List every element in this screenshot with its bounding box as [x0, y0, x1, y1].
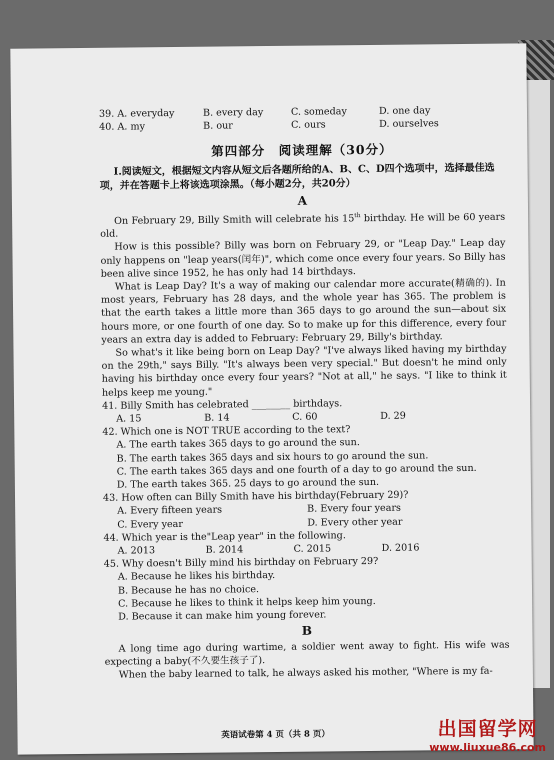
answer-option: C. The earth takes 365 days and one fourth of a day to go around the sun. [116, 462, 477, 478]
passage-paragraph: What is Leap Day? It's a way of making our calendar more accurate(精确的). In most years, February has 28 days, and the whole year has 365. The problem is that the earth takes a little more than 365 days to go around the sun—about six hours more, or one fourth of one day. So to make up for this difference, every four years an extra day is added to February: February 29, Billy's birthday. [100, 277, 507, 346]
question-stem: 44. Which year is the"Leap year" in the following. [103, 530, 346, 544]
passage-paragraph: On February 29, Billy Smith will celebrate his 15th birthday. He will be 60 years old. [100, 211, 506, 240]
answer-options [102, 435, 508, 492]
passage-b-letter: B [301, 623, 313, 638]
option-text: 40. A. my [99, 121, 146, 133]
option-text: B. every day [202, 107, 264, 119]
watermark-title: 出国留学网 [437, 718, 538, 740]
answer-option: D. The earth takes 365. 25 days to go around the sun. [116, 476, 380, 491]
answer-options [104, 567, 510, 624]
option-text: C. ours [291, 119, 326, 131]
passage-paragraph: How is this possible? Billy was born on February 29, or "Leap Day." Leap day only happens on "leap years(闰年)", which come once every four years. So Billy has been alive since 1952, he has only had 14 birthdays. [100, 237, 506, 280]
answer-option: D. 29 [380, 410, 406, 422]
question-stem: 43. How often can Billy Smith have his birthday(February 29)? [102, 489, 409, 505]
passage-a-letter: A [297, 193, 308, 208]
option-text: D. one day [378, 105, 431, 117]
page-footer: 英语试卷第 4 页（共 8 页） [221, 729, 330, 741]
passage-paragraph: When the baby learned to talk, he always asked his mother, "Where is my fa- [118, 665, 493, 681]
answer-option: D. 2016 [381, 542, 420, 554]
passage-b [105, 638, 510, 682]
section-title: 第四部分 阅读理解（30分） [211, 142, 393, 160]
previous-question-options [99, 104, 504, 135]
answer-option: A. Because he likes his birthday. [117, 570, 276, 584]
question-block [103, 527, 508, 558]
question-list [102, 395, 509, 624]
answer-option: C. Because he likes to think it helps keep him young. [118, 595, 376, 610]
section-instructions: Ⅰ.阅读短文，根据短文内容从短文后各题所给的A、B、C、D四个选项中，选择最佳选项，并在答题卡上将该选项涂黑。（每小题2分，共20分） [99, 162, 495, 192]
answer-option: B. 14 [204, 412, 230, 424]
answer-options [103, 501, 508, 532]
option-text: B. our [203, 120, 233, 132]
answer-option: B. The earth takes 365 days and six hours to go around the sun. [116, 450, 429, 465]
question-block [104, 554, 510, 624]
answer-option: D. Because it can make him young forever. [118, 609, 327, 623]
option-text: 39. A. everyday [98, 108, 175, 120]
option-text: D. ourselves [379, 118, 439, 131]
answer-option: B. 2014 [205, 544, 244, 556]
watermark-url: www.liuxue86.com [429, 741, 546, 754]
answer-option: B. Because he has no choice. [117, 583, 260, 597]
question-stem: 45. Why doesn't Billy mind his birthday on February 29? [103, 556, 379, 571]
answer-option: C. 2015 [293, 543, 332, 555]
exam-page [10, 43, 533, 754]
option-text: C. someday [290, 106, 347, 118]
site-watermark [429, 714, 546, 754]
answer-option: C. Every year [117, 518, 184, 531]
question-block [103, 488, 508, 532]
answer-option: A. 15 [116, 413, 142, 425]
answer-option: C. 60 [292, 411, 318, 423]
option-row-40 [99, 117, 504, 134]
answer-option: A. 2013 [117, 545, 156, 557]
page-content [99, 104, 510, 682]
passage-paragraph: A long time ago during wartime, a soldier went away to fight. His wife was expecting a baby(不久要生孩子了). [104, 639, 510, 668]
answer-option: B. Every four years [307, 503, 401, 516]
question-block [102, 422, 508, 492]
passage-a [100, 207, 507, 399]
answer-option: A. The earth takes 365 days to go around the sun. [116, 437, 360, 452]
passage-paragraph: So what's it like being born on Leap Day? "I've always liked having my birthday on the 29th," says Billy. "It's always been very special." But doesn't he mind only having his birthday once every four years? "Not at all," he says. "I like to think it helps keep me young." [101, 343, 507, 399]
answer-option: A. Every fifteen years [117, 504, 223, 518]
question-stem: 42. Which one is NOT TRUE according to the text? [102, 424, 351, 439]
answer-option: D. Every other year [307, 516, 403, 529]
question-block [102, 395, 507, 426]
question-stem: 41. Billy Smith has celebrated ________ birthdays. [102, 398, 343, 412]
